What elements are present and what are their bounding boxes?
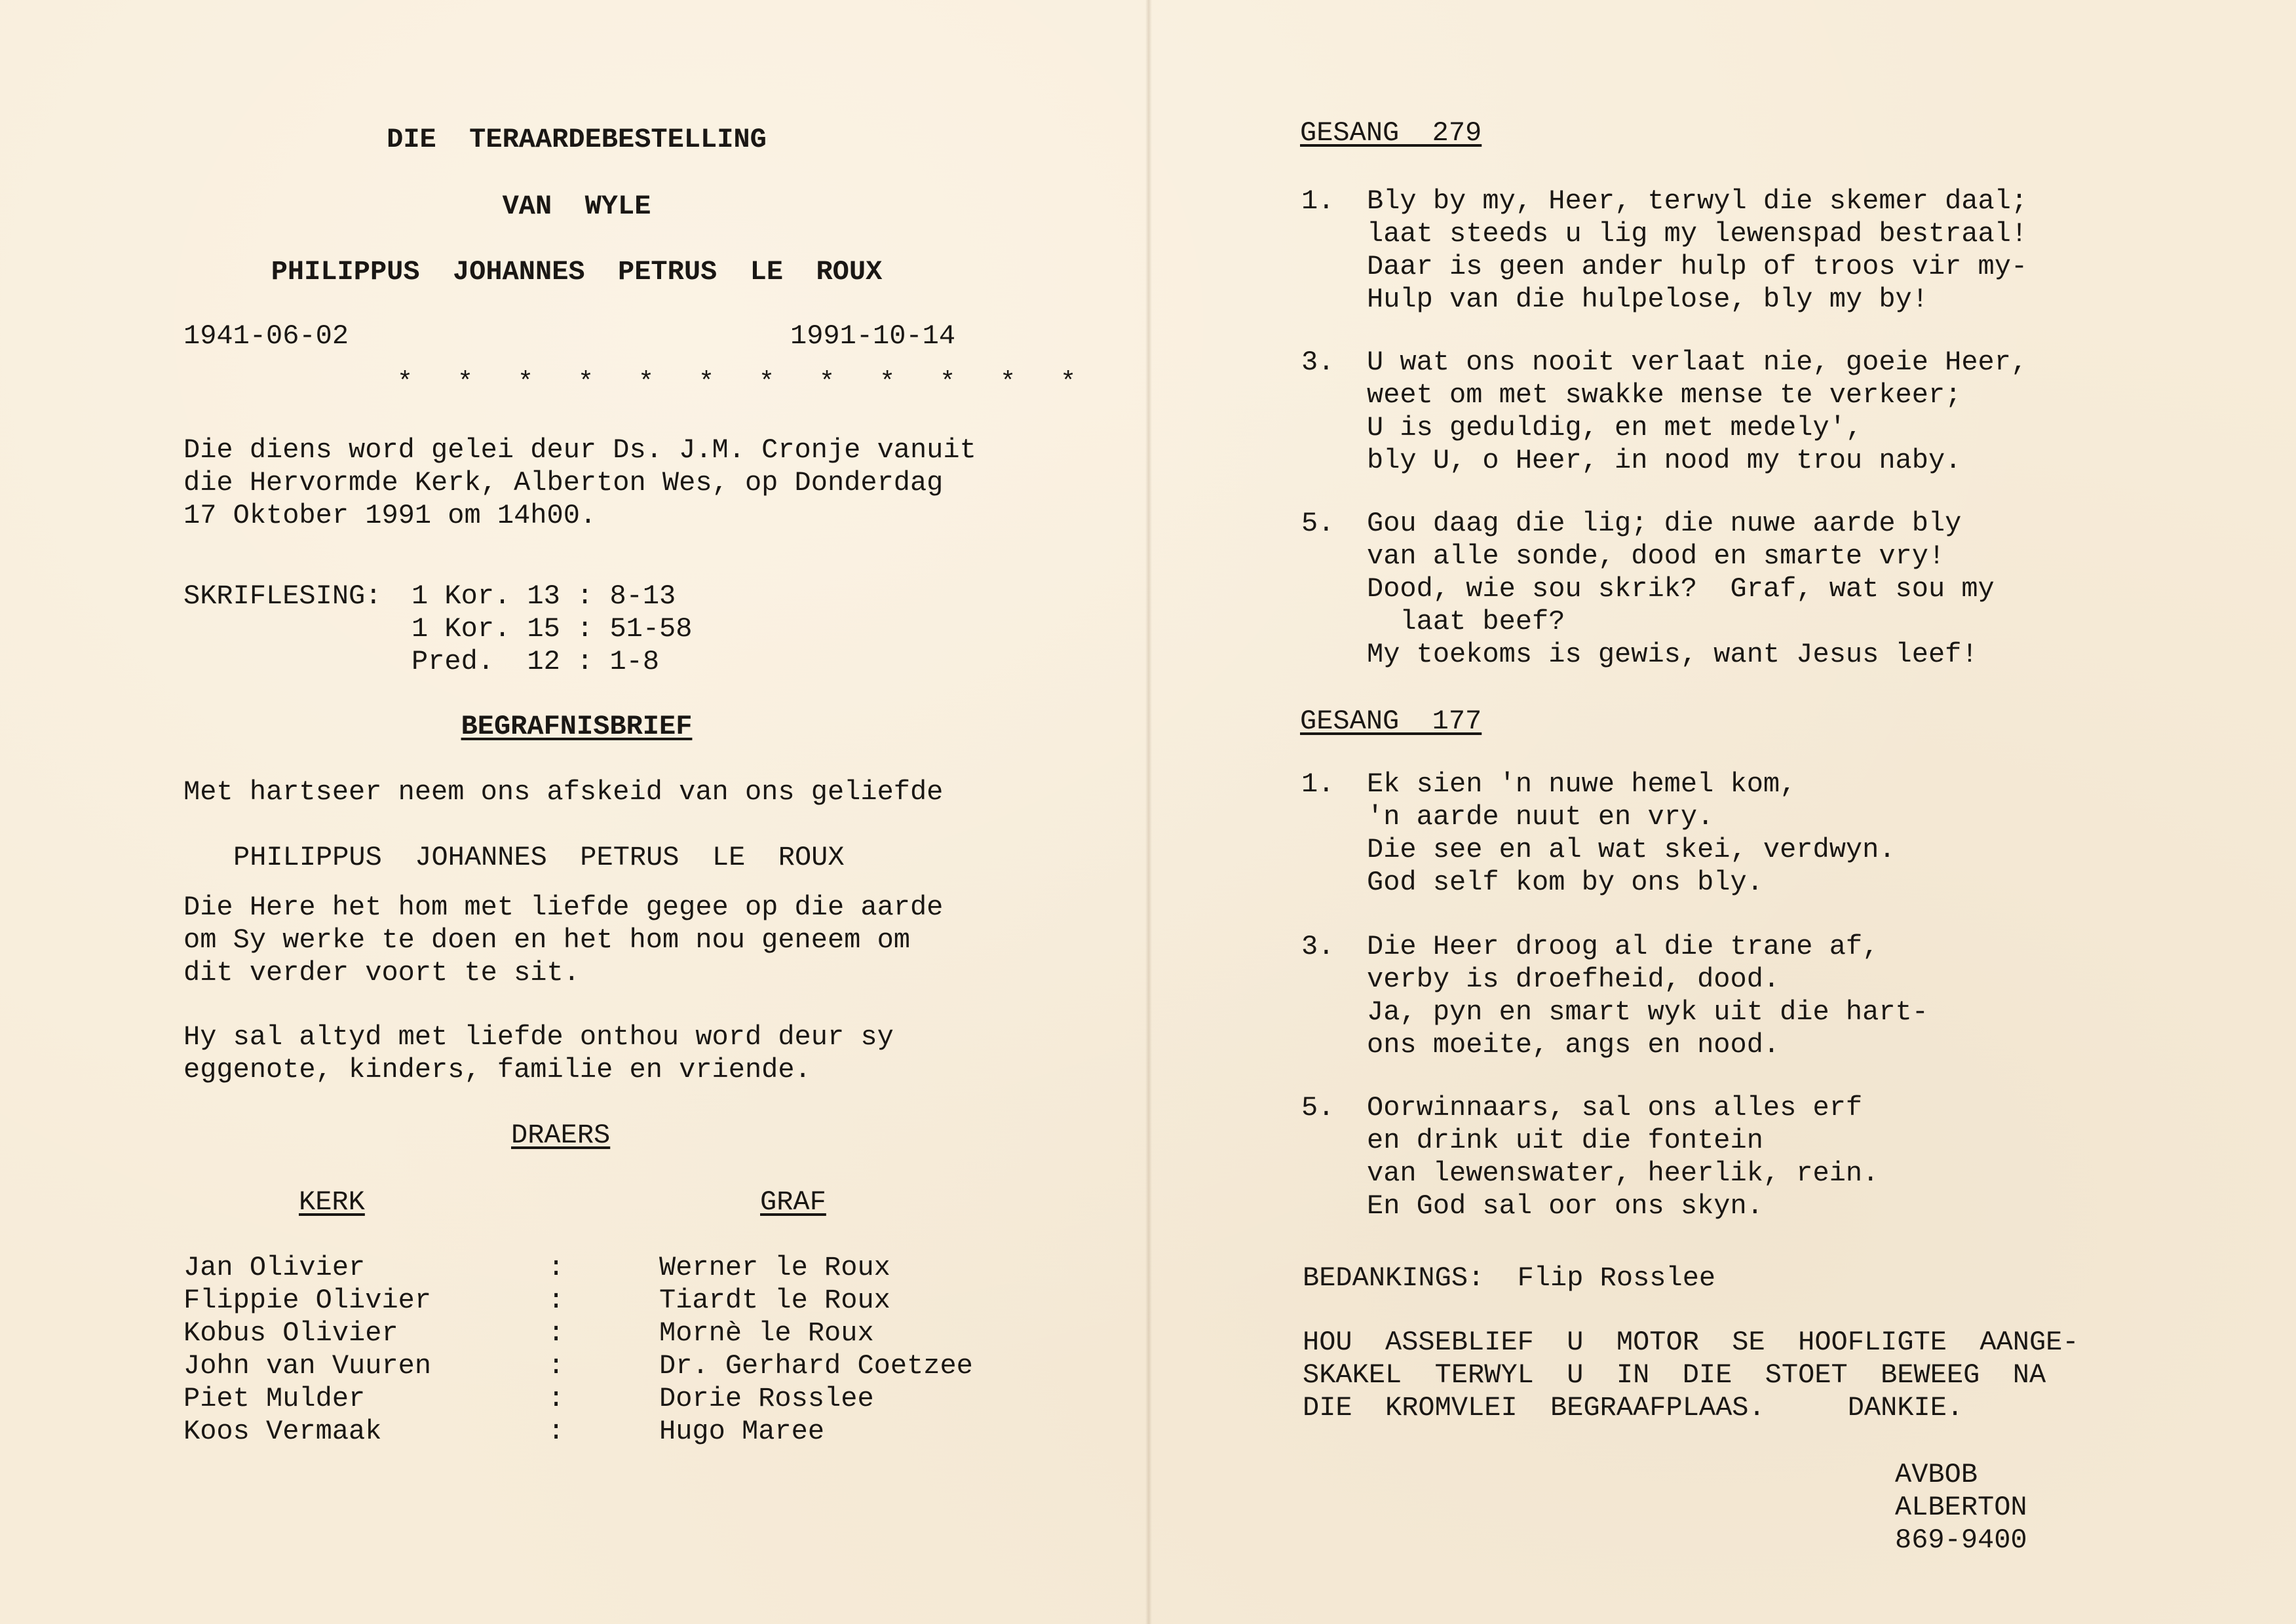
date-death: 1991-10-14	[790, 320, 956, 352]
heading-name: PHILIPPUS JOHANNES PETRUS LE ROUX	[271, 256, 883, 288]
service-line: 17 Oktober 1991 om 14h00.	[183, 500, 597, 531]
notice-line: SKAKEL TERWYL U IN DIE STOET BEWEEG NA	[1303, 1359, 2046, 1391]
bearer-church: Koos Vermaak	[183, 1416, 382, 1447]
bearer-grave: Tiardt le Roux	[659, 1285, 890, 1316]
verse-line: Bly by my, Heer, terwyl die skemer daal;	[1367, 185, 2028, 217]
bearer-separator: :	[548, 1317, 565, 1349]
undertaker-line: ALBERTON	[1895, 1492, 2027, 1523]
grave-heading: GRAF	[760, 1186, 826, 1218]
service-line: die Hervormde Kerk, Alberton Wes, op Donderdag	[183, 467, 944, 499]
verse-line: Gou daag die lig; die nuwe aarde bly	[1367, 508, 1962, 539]
verse-line: Daar is geen ander hulp of troos vir my-	[1367, 251, 2028, 282]
service-line: Die diens word gelei deur Ds. J.M. Cronje vanuit	[183, 434, 976, 466]
verse-line: verby is droefheid, dood.	[1367, 964, 1780, 995]
bearer-grave: Werner le Roux	[659, 1252, 890, 1283]
verse-line: 'n aarde nuut en vry.	[1367, 801, 1714, 833]
scripture-reference: 1 Kor. 15 : 51-58	[411, 613, 693, 645]
verse-line: Ek sien 'n nuwe hemel kom,	[1367, 768, 1797, 800]
verse-number: 3.	[1301, 931, 1335, 962]
letter-name: PHILIPPUS JOHANNES PETRUS LE ROUX	[233, 842, 845, 873]
right-page	[1153, 0, 2296, 1624]
letter-intro: Met hartseer neem ons afskeid van ons geliefde	[183, 776, 944, 808]
bearer-church: Kobus Olivier	[183, 1317, 398, 1349]
scripture-reference: 1 Kor. 13 : 8-13	[411, 580, 676, 612]
bearer-grave: Dorie Rosslee	[659, 1383, 874, 1414]
verse-line: Dood, wie sou skrik? Graf, wat sou my	[1367, 573, 1995, 605]
letter-heading: BEGRAFNISBRIEF	[461, 711, 693, 742]
verse-line: En God sal oor ons skyn.	[1367, 1190, 1763, 1222]
verse-line: bly U, o Heer, in nood my trou naby.	[1367, 445, 1962, 476]
letter-line: dit verder voort te sit.	[183, 957, 580, 989]
scripture-label: SKRIFLESING:	[183, 580, 382, 612]
letter-line: Die Here het hom met liefde gegee op die aarde	[183, 892, 944, 923]
letter-line: om Sy werke te doen en het hom nou geneem om	[183, 924, 910, 956]
bearer-grave: Mornè le Roux	[659, 1317, 874, 1349]
letter-line: Hy sal altyd met liefde onthou word deur sy	[183, 1021, 894, 1053]
verse-number: 5.	[1301, 508, 1335, 539]
bearer-separator: :	[548, 1350, 565, 1382]
bearer-grave: Hugo Maree	[659, 1416, 825, 1447]
thanks-line: BEDANKINGS: Flip Rosslee	[1303, 1262, 1716, 1294]
heading-line-1: DIE TERAARDEBESTELLING	[387, 124, 767, 155]
verse-line: My toekoms is gewis, want Jesus leef!	[1367, 639, 1978, 670]
verse-line: Oorwinnaars, sal ons alles erf	[1367, 1092, 1863, 1124]
verse-line: en drink uit die fontein	[1367, 1125, 1763, 1156]
verse-number: 5.	[1301, 1092, 1335, 1124]
bearer-church: Jan Olivier	[183, 1252, 366, 1283]
verse-line: ons moeite, angs en nood.	[1367, 1029, 1780, 1061]
bearer-separator: :	[548, 1383, 565, 1414]
left-page	[0, 0, 1147, 1624]
undertaker-line: 869-9400	[1895, 1524, 2027, 1556]
hymn-279-title: GESANG 279	[1300, 117, 1482, 149]
letter-line: eggenote, kinders, familie en vriende.	[183, 1054, 811, 1086]
verse-line: Hulp van die hulpelose, bly my by!	[1367, 284, 1928, 315]
heading-line-2: VAN WYLE	[502, 191, 651, 222]
verse-line: van lewenswater, heerlik, rein.	[1367, 1158, 1879, 1189]
undertaker-line: AVBOB	[1895, 1459, 1978, 1490]
verse-line: laat steeds u lig my lewenspad bestraal!	[1367, 218, 2028, 250]
scripture-reference: Pred. 12 : 1-8	[411, 646, 660, 677]
bearer-church: Piet Mulder	[183, 1383, 366, 1414]
notice-line: HOU ASSEBLIEF U MOTOR SE HOOFLIGTE AANGE-	[1303, 1327, 2079, 1358]
verse-line: laat beef?	[1367, 606, 1565, 637]
hymn-177-title: GESANG 177	[1300, 706, 1482, 737]
bearer-separator: :	[548, 1416, 565, 1447]
notice-line: DIE KROMVLEI BEGRAAFPLAAS. DANKIE.	[1303, 1392, 1964, 1424]
bearers-heading: DRAERS	[511, 1120, 611, 1151]
date-birth: 1941-06-02	[183, 320, 349, 352]
bearer-separator: :	[548, 1252, 565, 1283]
stars-divider: * * * * * * * * * * * *	[397, 368, 1091, 398]
verse-number: 1.	[1301, 185, 1335, 217]
verse-line: Ja, pyn en smart wyk uit die hart-	[1367, 996, 1928, 1028]
bearer-separator: :	[548, 1285, 565, 1316]
verse-line: God self kom by ons bly.	[1367, 867, 1763, 898]
verse-line: U is geduldig, en met medely',	[1367, 412, 1863, 444]
bearer-grave: Dr. Gerhard Coetzee	[659, 1350, 973, 1382]
verse-number: 1.	[1301, 768, 1335, 800]
verse-line: Die see en al wat skei, verdwyn.	[1367, 834, 1896, 865]
verse-line: U wat ons nooit verlaat nie, goeie Heer,	[1367, 347, 2028, 378]
church-heading: KERK	[299, 1186, 365, 1218]
verse-line: weet om met swakke mense te verkeer;	[1367, 379, 1962, 411]
verse-line: van alle sonde, dood en smarte vry!	[1367, 540, 1945, 572]
verse-number: 3.	[1301, 347, 1335, 378]
verse-line: Die Heer droog al die trane af,	[1367, 931, 1879, 962]
bearer-church: Flippie Olivier	[183, 1285, 432, 1316]
bearer-church: John van Vuuren	[183, 1350, 432, 1382]
